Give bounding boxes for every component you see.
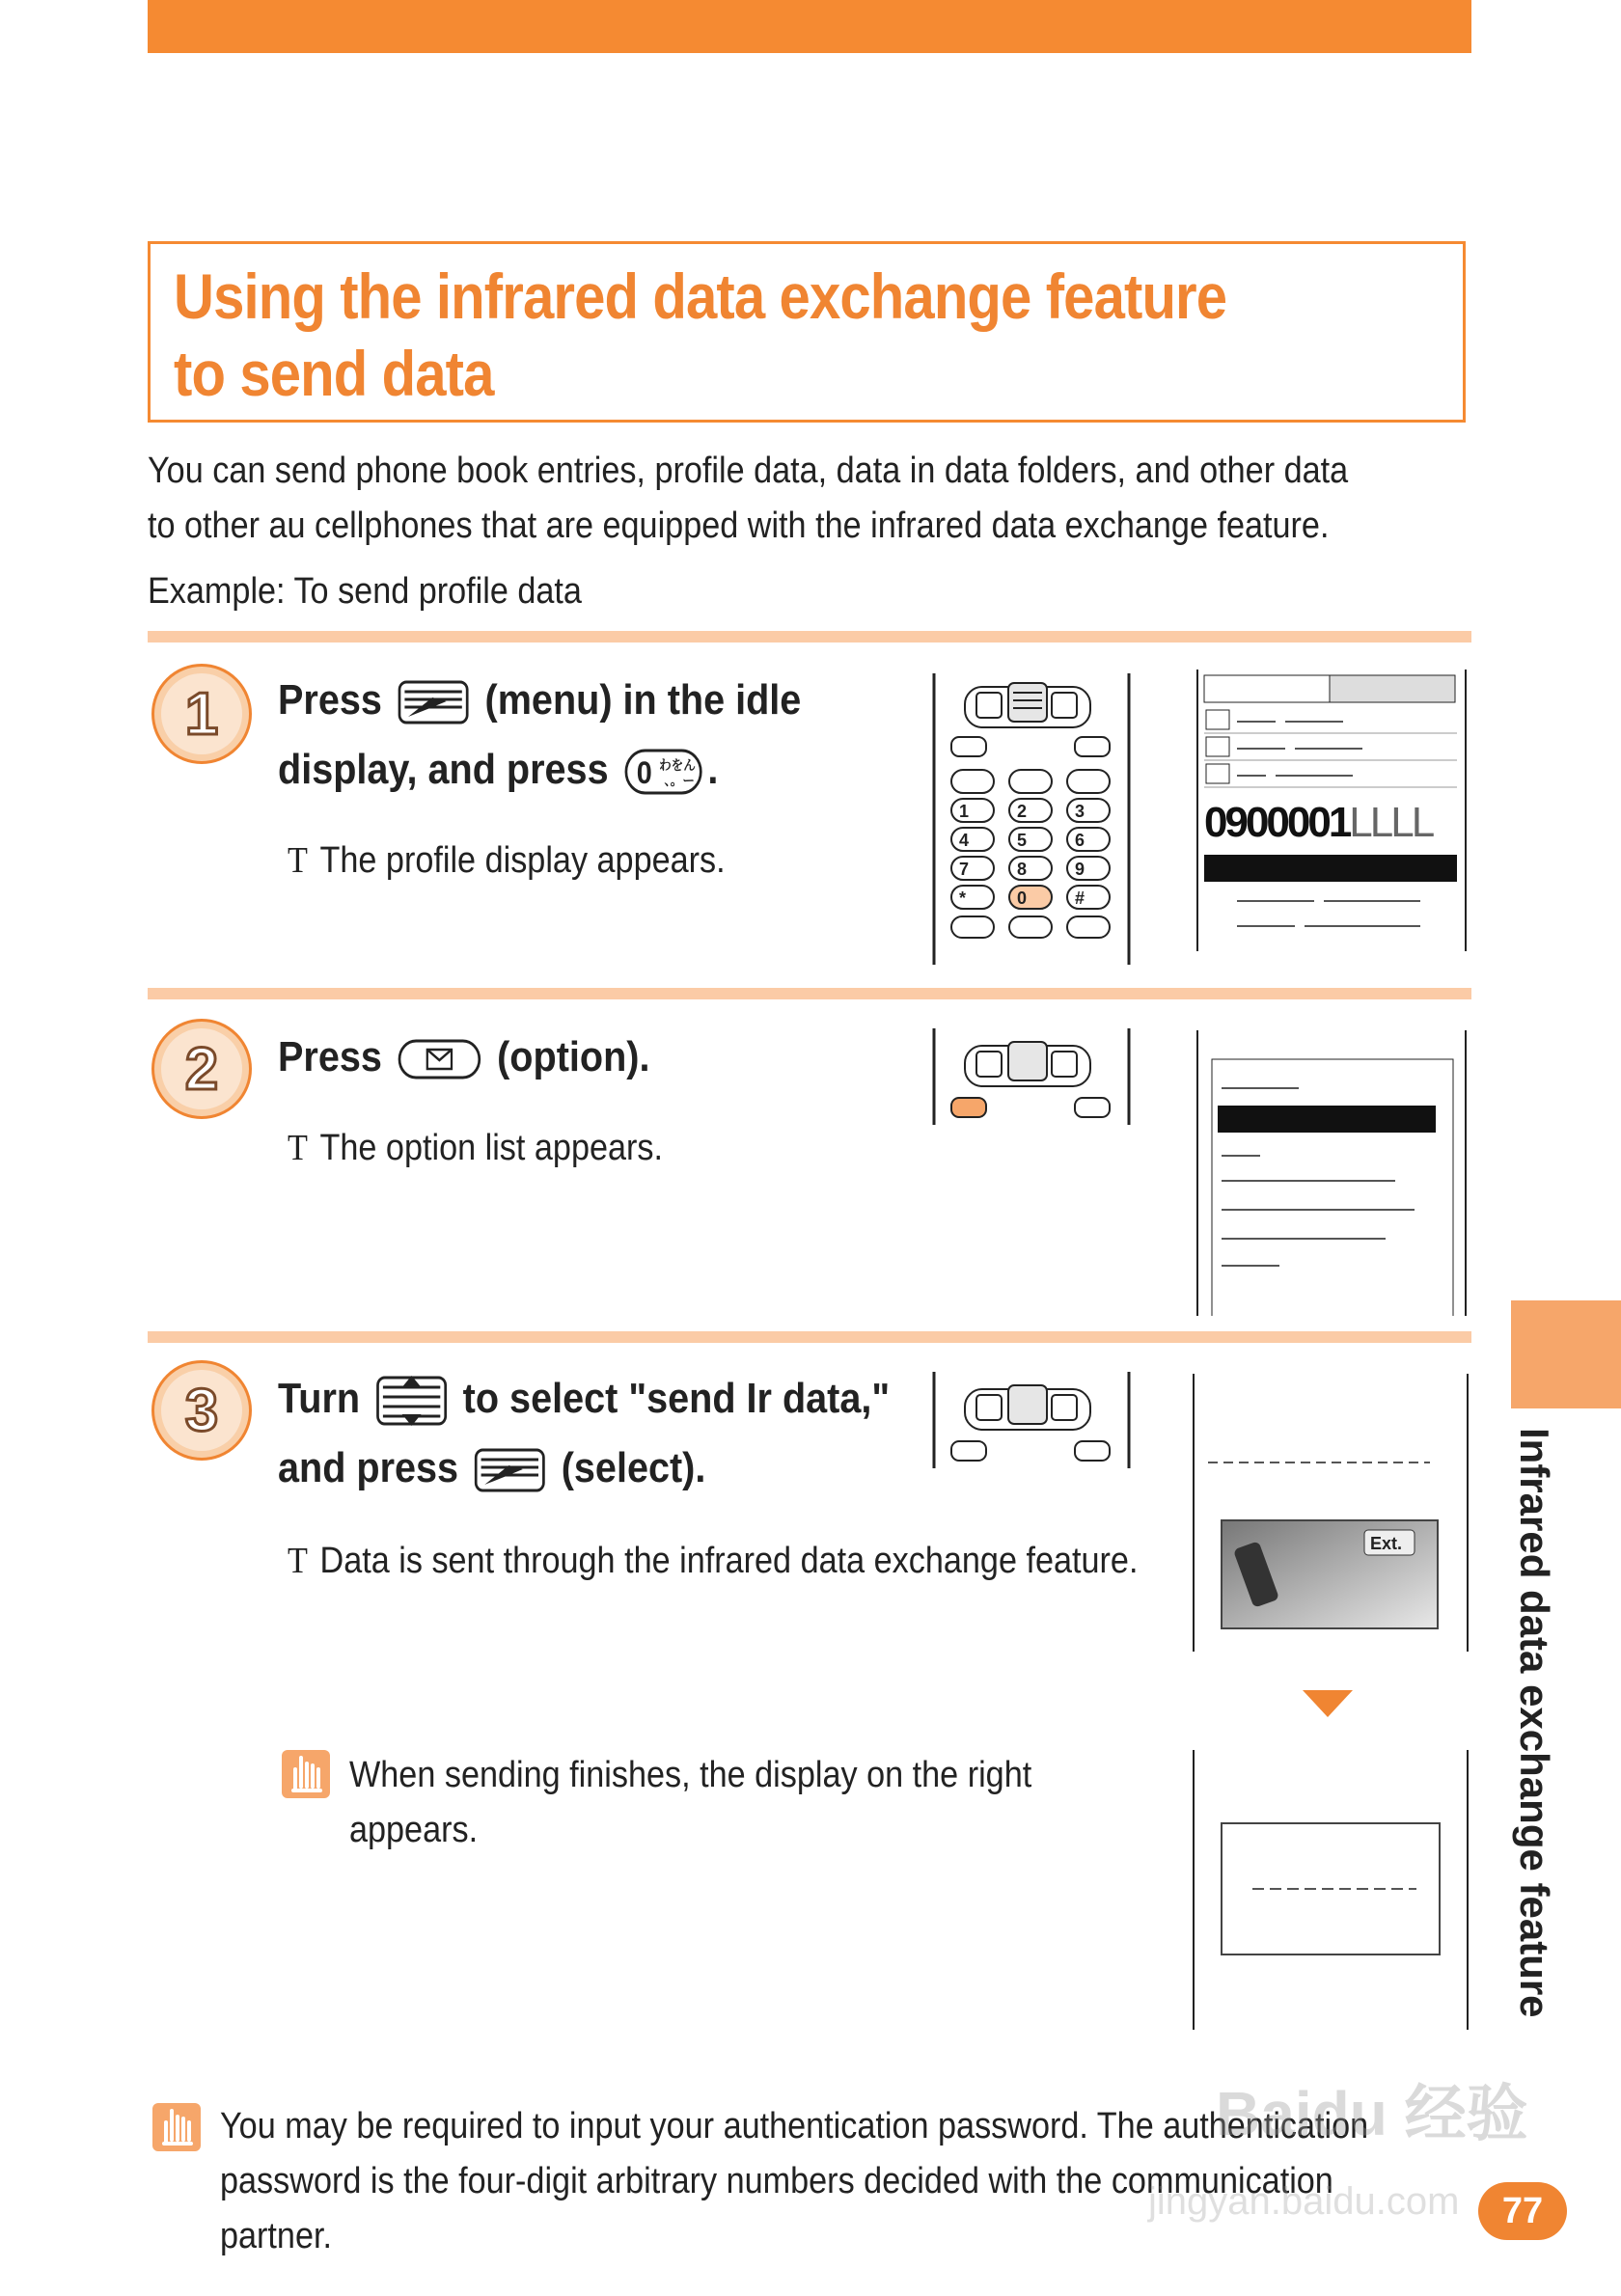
password-note: You may be required to input your authentication password. The authentication password is the four-digit arbitrary numbers decided with the communication partner. bbox=[220, 2106, 1369, 2256]
phone-keypad-illustration bbox=[926, 670, 1137, 969]
step-3-instruction bbox=[278, 1364, 890, 1503]
step-2-result bbox=[288, 1127, 663, 1169]
mail-key-icon bbox=[398, 1039, 481, 1080]
jog-dial-icon bbox=[375, 1374, 447, 1428]
svg-text:0: 0 bbox=[636, 755, 652, 791]
watermark: Baidu 经验 bbox=[1216, 2079, 1528, 2148]
screen-number-suffix: LLLL bbox=[1349, 799, 1433, 846]
step-1-text-c: display, and press bbox=[278, 746, 609, 793]
section-divider bbox=[148, 631, 1471, 642]
page-title-line2: to send data bbox=[174, 338, 494, 409]
down-arrow-icon bbox=[1303, 1690, 1353, 1717]
page-number: 77 bbox=[1478, 2182, 1567, 2240]
key-8: 8 bbox=[1017, 860, 1028, 879]
key-7: 7 bbox=[959, 860, 970, 879]
step-1-number: 1 bbox=[161, 673, 242, 754]
step-2-instruction bbox=[278, 1023, 649, 1092]
section-divider bbox=[148, 988, 1471, 999]
side-chapter-label bbox=[1505, 1428, 1563, 2018]
sending-screen bbox=[1193, 1374, 1469, 1652]
side-chapter-label-text: Infrared data exchange feature bbox=[1512, 1428, 1557, 2018]
top-color-bar bbox=[148, 0, 1471, 53]
watermark-url: jingyan.baidu.com bbox=[1148, 2180, 1460, 2223]
svg-text:わをん: わをん bbox=[659, 758, 696, 775]
key-1: 1 bbox=[959, 802, 970, 821]
screen-phone-number: 0900001 bbox=[1204, 799, 1350, 846]
phone-top-keys-illustration bbox=[926, 1028, 1137, 1131]
title-box bbox=[148, 241, 1466, 423]
intro-paragraph: You can send phone book entries, profile data, data in data folders, and other data to other au cellphones that are equipped with the infrared data exchange feature. bbox=[148, 451, 1349, 546]
step-1-text-d: . bbox=[707, 746, 719, 793]
step-2-badge bbox=[151, 1019, 252, 1119]
step-3-number: 3 bbox=[161, 1370, 242, 1451]
finished-screen bbox=[1193, 1750, 1469, 2030]
note-hand-icon bbox=[280, 1748, 332, 1800]
bullet-mark: T bbox=[288, 1128, 308, 1168]
step-1-badge bbox=[151, 664, 252, 764]
step-1-text-b: (menu) in the idle bbox=[484, 676, 802, 724]
finished-screen-graphic bbox=[1195, 1750, 1467, 2030]
step-1-result-text: The profile display appears. bbox=[319, 840, 726, 881]
key-star: * bbox=[959, 888, 967, 908]
step-3-result bbox=[288, 1540, 1138, 1582]
step-3-text-a: Turn bbox=[278, 1375, 361, 1422]
select-key-icon bbox=[474, 1448, 545, 1492]
step-3-text-d: (select). bbox=[561, 1444, 706, 1491]
step-1-result bbox=[288, 839, 726, 882]
step-3-badge bbox=[151, 1360, 252, 1461]
step-2-text-a: Press bbox=[278, 1033, 382, 1080]
step-3-text-b: to select "send Ir data," bbox=[462, 1375, 891, 1422]
profile-display-screen bbox=[1196, 670, 1467, 951]
section-divider bbox=[148, 1331, 1471, 1343]
phone-top-keys-illustration bbox=[926, 1372, 1137, 1474]
note-hand-icon bbox=[151, 2101, 203, 2153]
bullet-mark: T bbox=[288, 840, 308, 881]
option-list-graphic bbox=[1198, 1030, 1465, 1316]
key-6: 6 bbox=[1075, 831, 1085, 850]
side-tab bbox=[1511, 1300, 1621, 1408]
page-title-line1: Using the infrared data exchange feature bbox=[174, 260, 1227, 332]
menu-key-icon bbox=[398, 680, 469, 724]
key-hash: # bbox=[1075, 888, 1085, 908]
step-3-text-c: and press bbox=[278, 1444, 459, 1491]
zero-key-icon bbox=[624, 749, 702, 795]
bullet-mark: T bbox=[288, 1541, 308, 1581]
step-2-number: 2 bbox=[161, 1028, 242, 1109]
key-9: 9 bbox=[1075, 860, 1085, 879]
step-1-text-a: Press bbox=[278, 676, 382, 724]
step-1-instruction bbox=[278, 666, 801, 805]
key-4: 4 bbox=[959, 831, 970, 850]
key-2: 2 bbox=[1017, 802, 1028, 821]
key-5: 5 bbox=[1017, 831, 1028, 850]
option-list-screen bbox=[1196, 1030, 1467, 1316]
svg-text:、。ー: 、。ー bbox=[664, 774, 695, 790]
step-2-text-b: (option). bbox=[497, 1033, 650, 1080]
page-title bbox=[174, 258, 1295, 412]
key-0: 0 bbox=[1017, 888, 1028, 908]
finish-note: When sending finishes, the display on the right appears. bbox=[349, 1755, 1032, 1850]
example-label: Example: To send profile data bbox=[148, 571, 582, 612]
ext-badge: Ext. bbox=[1370, 1534, 1403, 1553]
keypad-keys bbox=[951, 799, 1110, 909]
key-3: 3 bbox=[1075, 802, 1085, 821]
step-3-result-text: Data is sent through the infrared data exchange feature. bbox=[319, 1541, 1139, 1581]
step-2-result-text: The option list appears. bbox=[319, 1128, 664, 1168]
sending-screen-graphic bbox=[1195, 1374, 1467, 1652]
